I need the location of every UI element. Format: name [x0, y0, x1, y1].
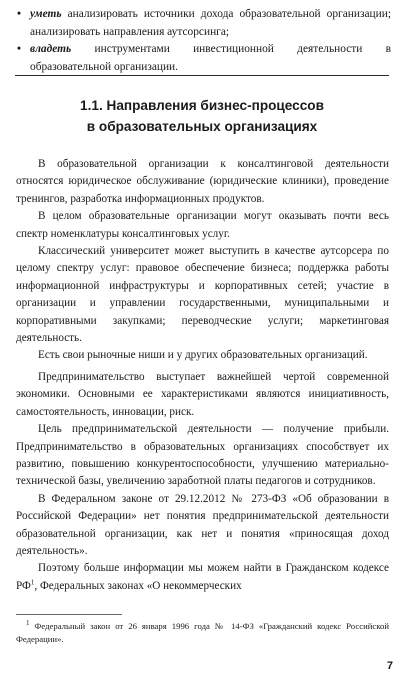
bullet-keyword: уметь [30, 8, 62, 20]
footnote-ref[interactable]: 1 [30, 578, 35, 587]
bullet-text [30, 6, 391, 41]
page-number: 7 [386, 660, 393, 672]
paragraph: Цель предпринимательской деятельности — получение прибыли. Предпринимательство в образовательных организациях способствует их развитию, повышению конкурентоспособности, улучшению материально-технической базы, увеличению заработной платы педагогов и сотрудников. [16, 423, 389, 488]
competency-list [17, 6, 391, 76]
footnote-text: Федеральный закон от 26 января 1996 года № 14-ФЗ «Гражданский кодекс Российской Федерации». [16, 621, 389, 645]
bullet-marker: • [17, 43, 21, 56]
body-text [16, 152, 389, 595]
heading-line-1: 1.1. Направления бизнес-процессов [80, 98, 324, 113]
bullet-body: анализировать источники дохода образовательной организации; анализировать направления аутсорсинга; [30, 8, 391, 38]
bullet-marker: • [17, 8, 21, 20]
heading-line-2: в образовательных организациях [86, 118, 318, 134]
bullet-text [30, 41, 391, 76]
paragraph-text: , Федеральных законах «О некоммерческих [34, 579, 242, 592]
section-divider [15, 75, 389, 76]
paragraph: Предпринимательство выступает важнейшей чертой современной экономики. Основными ее характеристиками являются инициативность, самостоятельность, инновации, риск. [16, 370, 389, 418]
paragraph-text: Поэтому больше информации мы можем найти в Гражданском кодексе РФ [16, 562, 389, 592]
list-item [17, 6, 391, 41]
section-heading [15, 96, 389, 137]
bullet-body: инструментами инвестиционной деятельности в образовательной организации. [30, 43, 391, 73]
footnote-number: 1 [26, 619, 30, 628]
paragraph [16, 560, 389, 595]
paragraph: Есть свои рыночные ниши и у других образовательных организаций. [38, 349, 368, 362]
bullet-keyword: владеть [30, 43, 72, 56]
paragraph: В Федеральном законе от 29.12.2012 № 273-ФЗ «Об образовании в Российской Федерации» нет понятия предпринимательской деятельности образовательной организации, как нет и понятия «приносящая доход деятельность». [16, 492, 389, 557]
paragraph: В целом образовательные организации могут оказывать почти весь спектр номенклатуры консалтинговых услуг. [16, 210, 389, 240]
footnote-divider [16, 614, 122, 615]
paragraph: Классический университет может выступить в качестве аутсорсера по целому спектру услуг: правовое обеспечение бизнеса; поддержка работы информационной инфраструктуры и корпоративных сетей; участие в организации и управлении государственными, муниципальными и корпоративными закупками; переводческие услуги; маркетинговая деятельность. [16, 245, 389, 345]
footnote [16, 620, 389, 647]
list-item [17, 41, 391, 76]
paragraph: В образовательной организации к консалтинговой деятельности относятся юридическое обслуживание (юридические клиники), проведение тренингов, разработка информационных продуктов. [16, 158, 389, 205]
